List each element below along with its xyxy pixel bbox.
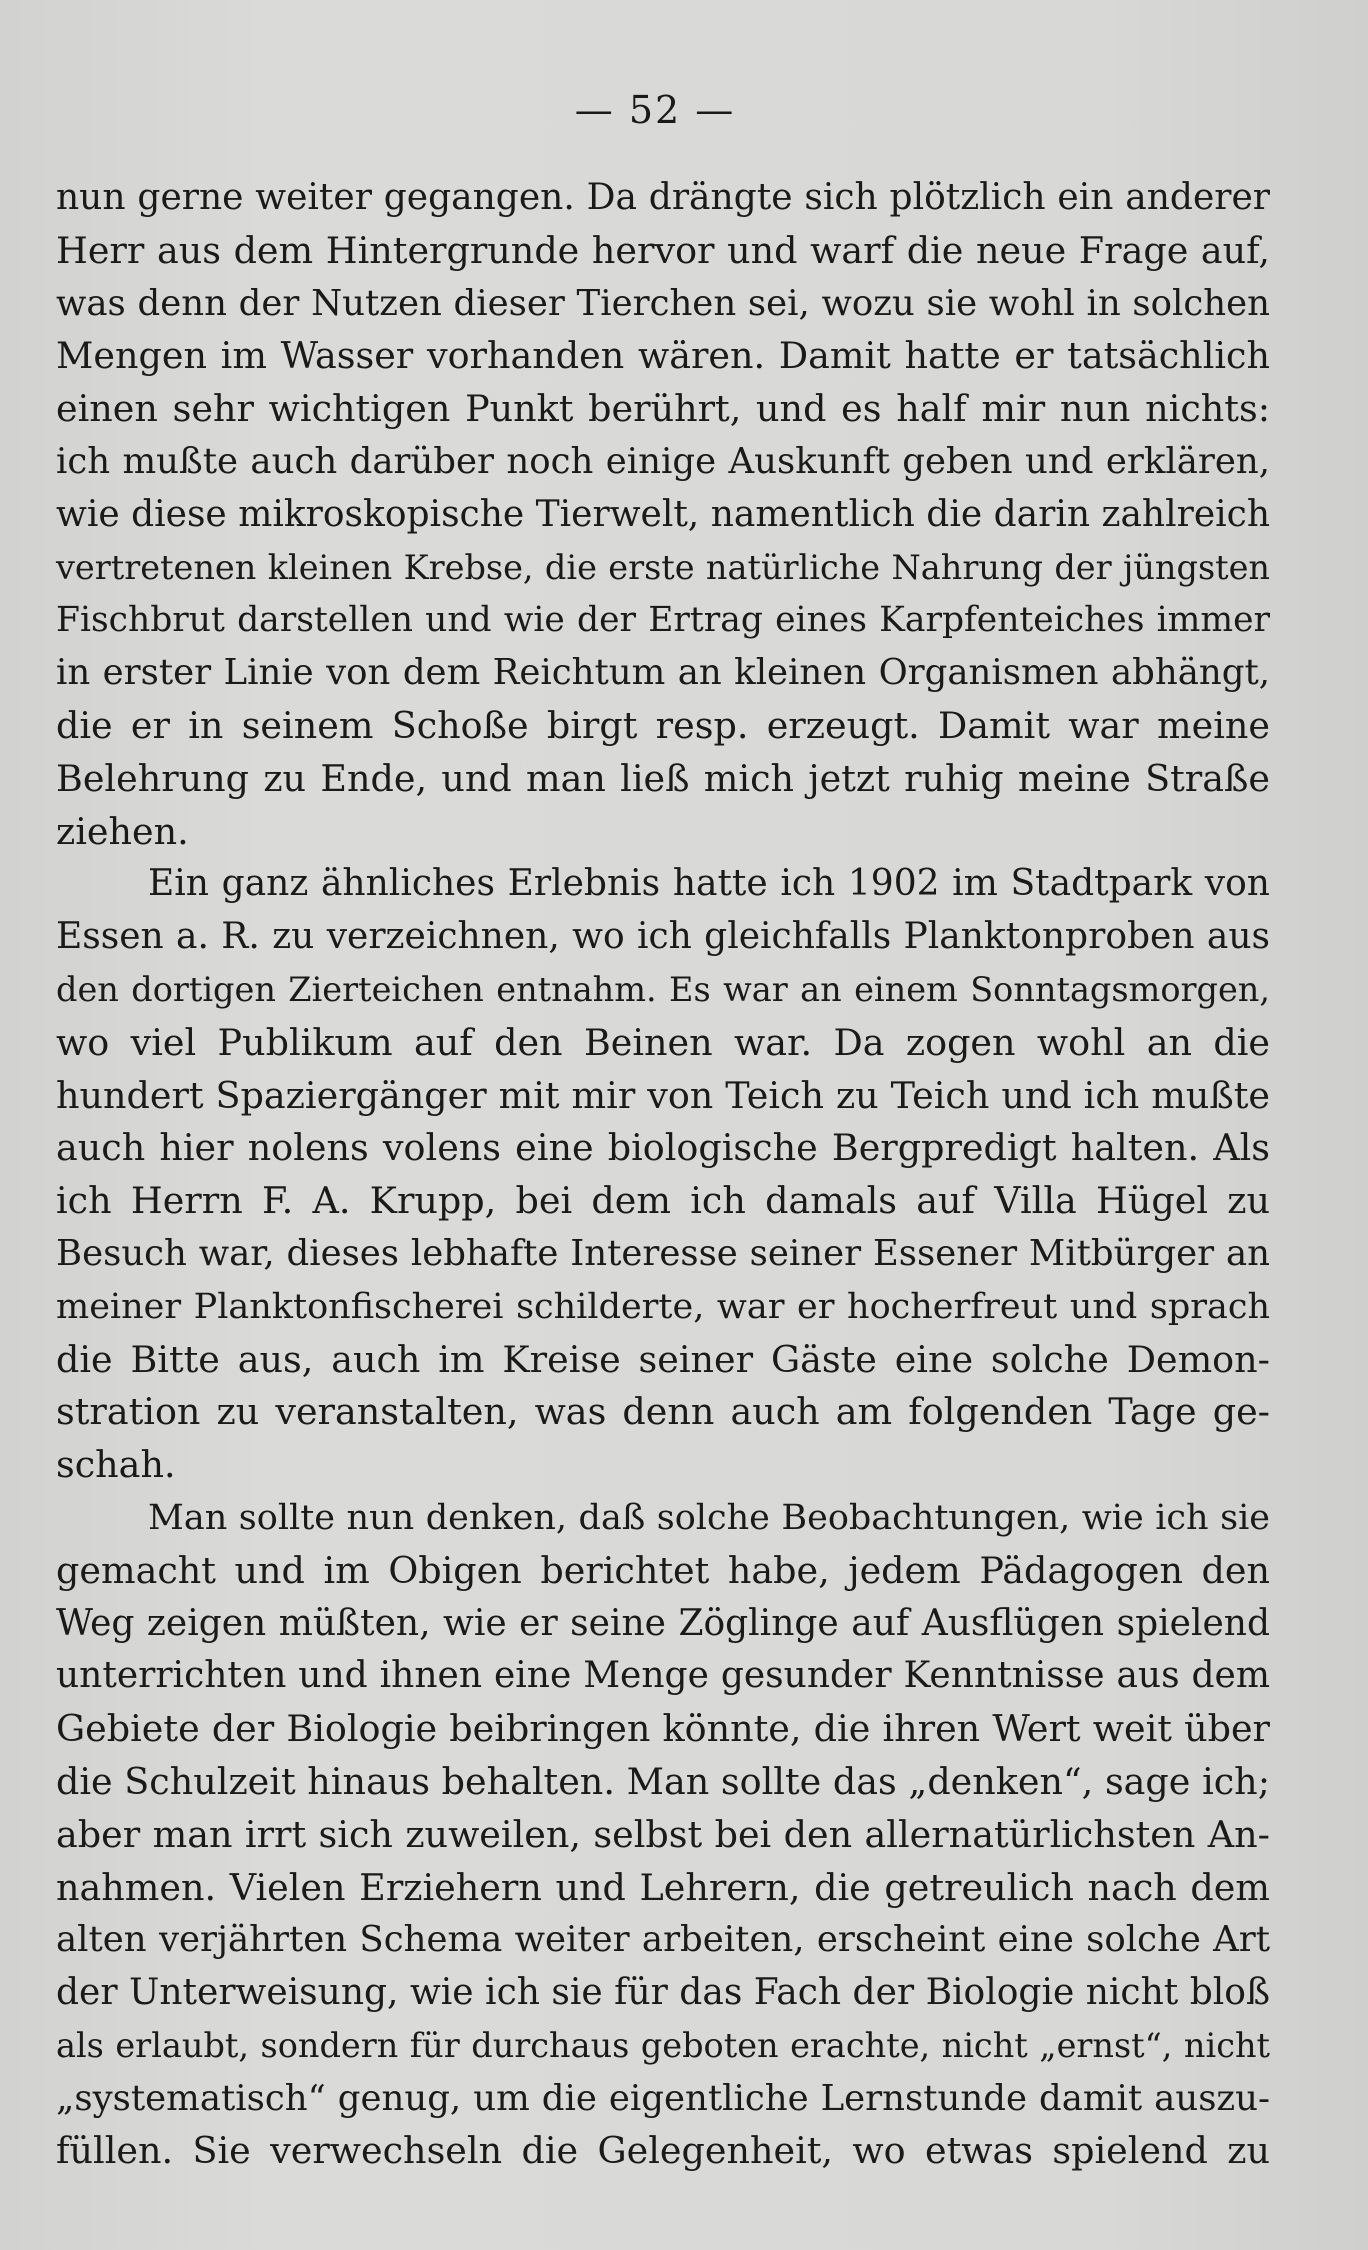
text-line: in erster Linie von dem Reichtum an kleinen Organismen abhängt, [56,652,1270,694]
text-line: meiner Planktonfischerei schilderte, war er hocherfreut und sprach [56,1286,1270,1327]
text-line: Man sollte nun denken, daß solche Beobachtungen, wie ich sie [148,1497,1270,1538]
text-line: die Bitte aus, auch im Kreise seiner Gäste eine solche Demon- [56,1337,1270,1381]
page-number: — 52 — [574,88,736,132]
text-line: ich mußte auch darüber noch einige Auskunft geben und erklären, [56,440,1270,482]
text-line: ziehen. [56,809,189,853]
text-line: was denn der Nutzen dieser Tierchen sei, wozu sie wohl in solchen [56,282,1270,324]
text-line: die er in seinem Schoße birgt resp. erzeugt. Damit war meine [56,703,1270,747]
text-line: ich Herrn F. A. Krupp, bei dem ich damals auf Villa Hügel zu [56,1179,1270,1223]
text-line: schah. [56,1443,176,1487]
text-line: Essen a. R. zu verzeichnen, wo ich gleichfalls Planktonproben aus [56,916,1270,958]
text-line: alten verjährten Schema weiter arbeiten, erscheint eine solche Art [56,1919,1270,1961]
text-line: Besuch war, dieses lebhafte Interesse seiner Essener Mitbürger an [56,1232,1270,1274]
text-line: aber man irrt sich zuweilen, selbst bei den allernatürlichsten An- [56,1812,1270,1856]
text-line: Gebiete der Biologie beibringen könnte, die ihren Wert weit über [56,1707,1270,1751]
text-line: „systematisch“ genug, um die eigentliche Lernstunde damit auszu- [56,2077,1270,2119]
text-line: füllen. Sie verwechseln die Gelegenheit, wo etwas spielend zu [56,2129,1270,2173]
text-line: vertretenen kleinen Krebse, die erste natürliche Nahrung der jüngsten [56,547,1270,587]
text-line: Ein ganz ähnliches Erlebnis hatte ich 1902 im Stadtpark von [148,863,1270,905]
text-line: Mengen im Wasser vorhanden wären. Damit hatte er tatsächlich [56,334,1270,378]
text-line: unterrichten und ihnen eine Menge gesunder Kenntnisse aus dem [56,1655,1270,1697]
text-line: wo viel Publikum auf den Beinen war. Da zogen wohl an die [56,1020,1270,1064]
text-line: Weg zeigen müßten, wie er seine Zöglinge auf Ausflügen spielend [56,1602,1270,1644]
text-line: Fischbrut darstellen und wie der Ertrag eines Karpfenteiches immer [56,600,1270,641]
text-line: den dortigen Zierteichen entnahm. Es war an einem Sonntagsmorgen, [56,969,1270,1009]
text-line: als erlaubt, sondern für durchaus geboten erachte, nicht „ernst“, nicht [56,2025,1270,2065]
text-line: Belehrung zu Ende, und man ließ mich jetzt ruhig meine Straße [56,756,1270,800]
page-body-text [56,172,1270,2178]
text-line: Herr aus dem Hintergrunde hervor und warf die neue Frage auf, [56,228,1270,272]
text-line: stration zu veranstalten, was denn auch am folgenden Tage ge- [56,1390,1270,1434]
text-line: auch hier nolens volens eine biologische Bergpredigt halten. Als [56,1126,1270,1170]
text-line: hundert Spaziergänger mit mir von Teich zu Teich und ich mußte [56,1073,1270,1117]
text-line: nun gerne weiter gegangen. Da drängte sich plötzlich ein anderer [56,177,1270,218]
text-line: der Unterweisung, wie ich sie für das Fach der Biologie nicht bloß [56,1972,1270,2014]
text-line: nahmen. Vielen Erziehern und Lehrern, die getreulich nach dem [56,1865,1270,1909]
text-line: wie diese mikroskopische Tierwelt, namentlich die darin zahlreich [56,493,1270,535]
text-line: gemacht und im Obigen berichtet habe, jedem Pädagogen den [56,1548,1270,1592]
text-line: einen sehr wichtigen Punkt berührt, und es half mir nun nichts: [56,387,1270,431]
text-line: die Schulzeit hinaus behalten. Man sollte das „denken“, sage ich; [56,1759,1270,1803]
